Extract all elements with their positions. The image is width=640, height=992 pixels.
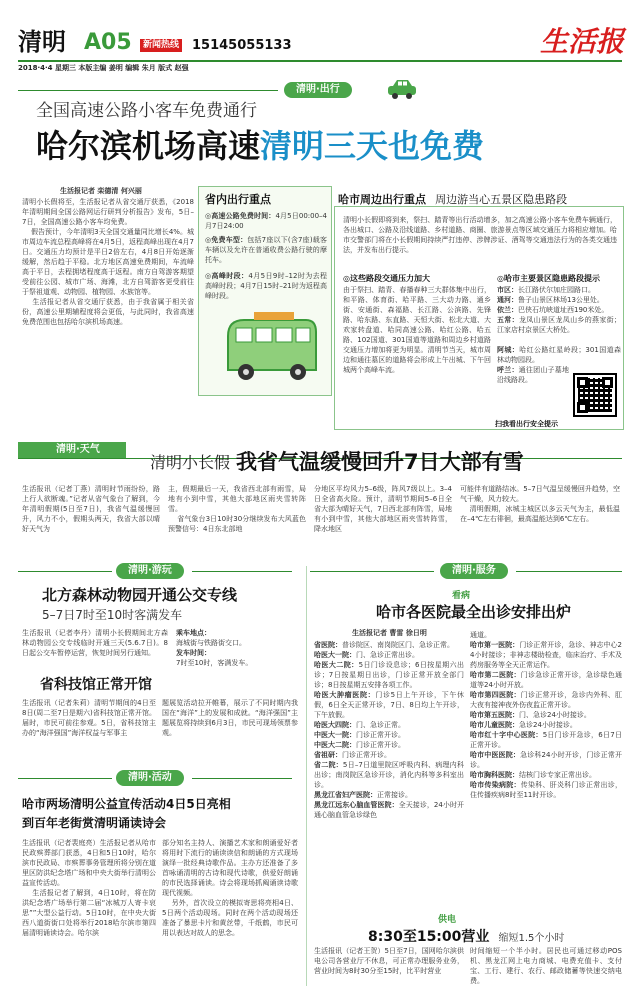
label: ◎高速公路免费时间： xyxy=(205,212,276,220)
event-tag: 清明·活动 xyxy=(116,770,184,786)
list-item: 哈市中医医院：急诊科24小时开诊，门诊正常开诊。 xyxy=(470,751,622,769)
event-col-1: 生活报讯（记者裴庭亮）生活报记者从哈市民政殡葬部门获悉，4日和5日10时，哈尔滨市民政局、市殡葬事务管理所将分别在道里区防洪纪念塔广场和中央大街举行清明公益宣传活动。 生活报记者了解到，4日10时，将在防洪纪念塔广场举行第二届“冰城万人寄卡哀思””大型公益行动。5日10时，在中央大街西八道街街口处将举行2018哈尔滨市第四届清明诵读诗会。哈尔滨 xyxy=(22,839,156,937)
list-item: 通道。 xyxy=(470,631,491,639)
hospital-list-left xyxy=(314,640,464,902)
qr-corner xyxy=(577,377,588,388)
time-label: 发车时间： xyxy=(176,649,211,657)
event-headline-2: 到百年老街赏清明诵读诗会 xyxy=(22,816,167,830)
list-item: 哈医大一院：门、急诊正常出诊。 xyxy=(314,651,419,659)
value: 4月5日00:00–4月7日24:00 xyxy=(205,212,327,230)
rule xyxy=(192,571,292,572)
city-title-b: 周边游当心五景区隐患路段 xyxy=(435,193,568,206)
travel-subhead: 5–7日7时至10时客满发车 xyxy=(42,608,183,622)
dateline: 2018·4·4 星期三 本版主编 姜明 编辑 朱月 版式 赵强 xyxy=(18,64,189,72)
event-headline-1: 哈市两场清明公益宣传活动4日5日亮相 xyxy=(22,797,231,811)
rule xyxy=(18,90,278,91)
service-sub: 看病 xyxy=(452,591,471,601)
power-headline xyxy=(368,926,564,946)
list-item: 哈市儿童医院：急诊24小时接诊。 xyxy=(470,721,577,729)
list-item: 哈市胸科医院：结核门诊专家正常出诊。 xyxy=(470,771,596,779)
rule xyxy=(310,571,434,572)
top-byline: 生活报记者 栾德清 何兴丽 xyxy=(60,187,142,195)
power-sub: 供电 xyxy=(438,915,457,925)
stop-label: 乘车地点： xyxy=(176,629,211,637)
newspaper-logo: 生活报 xyxy=(540,25,625,58)
weather-col-4: 可能伴有道路结冰。5–7日气温呈缓慢回升趋势，空气干燥，风力较大。 清明假期，冰城主城区以多云天气为主，最低温在–4℃左右徘徊，最高温能达到6℃左右。 xyxy=(460,485,620,523)
list-item: 哈市第五医院：门、急诊24小时接诊。 xyxy=(470,711,591,719)
value: 包括7座以下(含7座)载客车辆以及允许在普通收费公路行驶的摩托车。 xyxy=(205,236,327,264)
list-item: 中医大一院：门诊正常开诊。 xyxy=(314,731,405,739)
label: ◎免费车型： xyxy=(205,236,248,244)
power-col-2: 时间缩短一个半小时。居民也可通过移动POS机、黑龙江网上电力商城、电费充值卡、支付宝、工行、建行、农行、邮政储蓄等快速交纳电费。 xyxy=(470,947,622,985)
list-item: 通河：鲁子山景区林场13公里处。 xyxy=(497,296,604,304)
qr-corner xyxy=(602,377,613,388)
city-intro: 清明小长假即将到来，祭扫、踏青等出行活动增多，加之高速公路小客车免费车辆通行，各出城口、公路及沿线道路、乡村道路、商圈、旅游景点等区域交通压力将相应增加。哈市交警部门将在小长假期间持续严打违停、涉牌涉证、酒驾等交通违法行为的各类交通违法，并发布出行提示。 xyxy=(343,216,617,254)
list-item: 哈医大四院：门、急诊正常。 xyxy=(314,721,405,729)
power-col-1: 生活报讯（记者王贺）5日至7日，国网哈尔滨供电公司各营业厅不休息，可正常办理服务业务，营业时间为8时30分至15时，比平时营业 xyxy=(314,947,464,975)
city-left-title: ◎这些路段交通压力加大 xyxy=(343,274,430,283)
value: 4月5日9时–12时为去程高峰时段；4月7日15时–21时为返程高峰时段。 xyxy=(205,272,327,300)
list-item: 黑龙江省妇产医院：正常接诊。 xyxy=(314,791,412,799)
headline-part-1: 哈尔滨机场高速 xyxy=(36,127,261,165)
travel-details xyxy=(176,628,296,670)
weather-kicker: 清明小长假 xyxy=(150,453,231,472)
list-item: 黑龙江远东心脑血管医院：全天接诊，24小时开通心脑血管急诊绿色 xyxy=(314,801,464,819)
qr-corner xyxy=(577,402,588,413)
headline-part-2: 清明三天也免费 xyxy=(260,127,485,165)
qr-code[interactable] xyxy=(573,373,617,417)
weather-tag: 清明·天气 xyxy=(18,442,126,458)
museum-headline: 省科技馆正常开馆 xyxy=(40,677,152,693)
provincial-item-1 xyxy=(205,211,327,233)
city-box-title xyxy=(338,188,567,207)
rule xyxy=(516,571,622,572)
power-hours: 8:30至15:00营业 xyxy=(368,929,490,945)
time-value: 7时至10时，客满发车。 xyxy=(176,659,253,667)
list-item: 五常：龙凤山景区龙凤山乡的燕家街；江家店村京景区大桥处。 xyxy=(497,316,621,334)
hotline-number: 15145055133 xyxy=(192,38,292,53)
list-item: 阿城：哈红公路红星岭段；301国道森林动物园段。 xyxy=(497,346,621,364)
provincial-box-title: 省内出行重点 xyxy=(205,193,271,206)
rule xyxy=(18,778,112,779)
city-box xyxy=(334,206,624,430)
list-item: 哈市第四医院：门诊正常开诊，急诊内外科、肛大夜有接神夜外伤夜监正常开诊。 xyxy=(470,691,622,709)
page-number: A05 xyxy=(84,30,132,55)
list-item: 哈医大二院：5日门诊设息诊；6日按星期六出诊；7日按星期日出诊，门诊正常开放全部门诊；8日按星期五安排各项工作。 xyxy=(314,661,464,689)
hotline-badge: 新闻热线 xyxy=(140,39,182,52)
masthead-rule xyxy=(18,60,622,62)
section-name: 清明 xyxy=(18,27,66,56)
list-item: 中医大二院：门诊正常开诊。 xyxy=(314,741,405,749)
museum-col-1: 生活报讯（记者朱莉）清明节期间的4日至8日(周二至7日是期六)省科技馆正常开馆。届时，市民可前往参观。5日，省科技馆主办的“海洋强国”海洋权益与军事主 xyxy=(22,699,156,737)
list-item: 市区：长江路伏尔加庄园路口。 xyxy=(497,286,595,294)
stop-value: 海城街与铁路街交口。 xyxy=(176,639,246,647)
list-item: 省医院：普诊院区、南岗院区门、急诊正常。 xyxy=(314,641,454,649)
list-item: 省祖研：门诊正常开诊。 xyxy=(314,751,391,759)
label: ◎高峰时段： xyxy=(205,272,249,280)
qr-caption: 扫我看出行安全提示 xyxy=(495,420,558,428)
list-item: 哈市第二医院：门诊急诊正常开诊，急诊绿色通道等24小时开放。 xyxy=(470,671,622,689)
top-article-body: 清明小长假将至，生活报记者从省交通厅获悉，《2018年清明期间全国公路网运行研判分析报告》发布，5日–7日，全国高速公路小客车均免费。 假告预计，今年清明3天全国交通量同比增长4%。城市周边车流总程高峰将在4月5日，返程高峰出现在4月7日。交通压力均预计是平日2倍左右，4月8日开始逐渐缓解，然后趋于平稳。北方地区高速免费期间，车流峰高于平日，去程拥堵程度高于返程。南方自驾游客期望受前往公园、城市广场、海滩，北方自驾游客更受前往于祭祖道观、动物园、植物园、水族馆等。 生活报记者从省交通厅获悉，由于我省属于相关省份，高速公里期辅程度将会更低，与此同时，我省高速免费范围也包括哈尔滨机场高速。 xyxy=(22,198,194,326)
list-item: 哈医大肿瘤医院：门诊5日上午开诊，下午休假，6日全天正常开诊，7日、8日均上午开诊，下午放假。 xyxy=(314,691,464,719)
list-item: 哈市红十字中心医院：5日门诊开急诊，6日7日正常开诊。 xyxy=(470,731,622,749)
service-byline: 生活报记者 曹雷 徐日明 xyxy=(352,629,427,637)
list-item: 哈市传染病院：传染科、肝炎科门诊正常出诊，住传播疾病8时至11时开诊。 xyxy=(470,781,622,799)
column-divider xyxy=(306,566,307,986)
travel-tag: 清明·游玩 xyxy=(116,563,184,579)
event-col-2: 部分知名主持人、演播艺术家和朗诵爱好者将用时下流行的诵读读信和朗诵的方式现场演绎一批经典诗歌作品。主办方还准备了多首咏诵清明的古诗和现代诗歌，供爱好朗诵的市民选择诵读。诗会将现场抓阄诵读诗歌现代视频。 另外，首次设立的模拟寄思将亮相4日、5日两个活动现场。同时在两个活动现场还准备了暴思卡片和黄丝带，千纸鹤，市民可用以表达对故人的思念。 xyxy=(162,839,298,937)
service-headline: 哈市各医院最全出诊安排出炉 xyxy=(376,603,572,621)
hospital-list-right xyxy=(470,630,622,902)
rule xyxy=(18,571,112,572)
weather-col-1: 生活报讯（记者丁燕）清明时节雨纷纷，路上行人欲断魂。”记者从省气象台了解到，今年清明假期(5日至7日)，我省气温缓慢回升，风力不小，假期头两天，我省大部以晴好天气为 xyxy=(22,485,160,533)
weather-headline: 我省气温缓慢回升7日大部有雪 xyxy=(236,450,524,474)
service-tag: 清明·服务 xyxy=(440,563,508,579)
list-item: 哈市第一医院：门诊正常开诊，急诊、神志中心24小时接诊；非神志楼助检查，临床治疗、手术及药房服务等全天正常运作。 xyxy=(470,641,622,669)
top-kicker: 全国高速公路小客车免费通行 xyxy=(36,101,257,121)
city-left-body: 由于祭扫、踏青、春播春种三大群体集中出行，和平路、体育街、哈平路、三大动力路、通乡街、安通街、森福路、长江路、公滨路、先锋路、哈东路、东直路、天恒大街、松北大道、大欢家转盘道、哈同高速公路、哈红公路、哈五路、102国道、301国道等道路和周边乡村道路交通压力增加将更为明显。清明节当天，城市周边和通往墓区的道路将会形成上午出城、下午回城两个高峰车流。 xyxy=(343,286,491,374)
tag-travel: 清明·出行 xyxy=(284,82,352,98)
rule xyxy=(192,778,292,779)
weather-col-2: 主，假期最后一天，我省西北部有雨雪，局地有小到中雪，其他大部地区雨夹雪转阵雪。 省气象台3日10时30分继续发布大风蓝色预警信号：4日东北部地 xyxy=(168,485,306,533)
provincial-item-2 xyxy=(205,235,327,269)
power-note: 缩短1.5个小时 xyxy=(498,933,565,944)
masthead xyxy=(0,0,640,72)
provincial-item-3 xyxy=(205,271,327,315)
list-item: 呼兰：通往团山子墓地沿线路段。 xyxy=(497,366,569,384)
bus-illustration xyxy=(214,312,324,384)
travel-headline: 北方森林动物园开通公交专线 xyxy=(42,586,238,604)
city-title-a: 哈市周边出行重点 xyxy=(338,193,426,206)
museum-col-2: 题展览活动拉开帷幕，展示了不同时期内我国在“海洋”上的发展和成就。“海洋强国”主题展览将持续到6月3日，市民可现场领票参观。 xyxy=(162,699,298,737)
car-icon xyxy=(386,78,418,100)
list-item: 省二院：5日–7日道里院区呼吸内科、病理内科出诊；南岗院区急诊开诊，消化内科等多科室出诊。 xyxy=(314,761,464,789)
city-right-list xyxy=(497,285,621,385)
travel-body: 生活报讯（记者李丹）清明小长假期间北方森林动物园公交专线临时开通三天(5.6.7日)。8日起公交车暂停运营，恢复时间另行通知。 xyxy=(22,629,168,657)
weather-col-3: 分地区平均风力5–6级，阵风7级以上。3–4日全省高火险。预计，清明节期间5–6日全省大部为晴好天气，7日西北部有阵雪，局地有小到中雪，其他大部地区雨夹雪转阵雪，降水地区 xyxy=(314,485,452,533)
top-headline xyxy=(36,126,484,166)
list-item: 依兰：巴侠石坑峡道址西190米处。 xyxy=(497,306,609,314)
city-right-title: ◎哈市主要景区隐患路段提示 xyxy=(497,274,600,283)
